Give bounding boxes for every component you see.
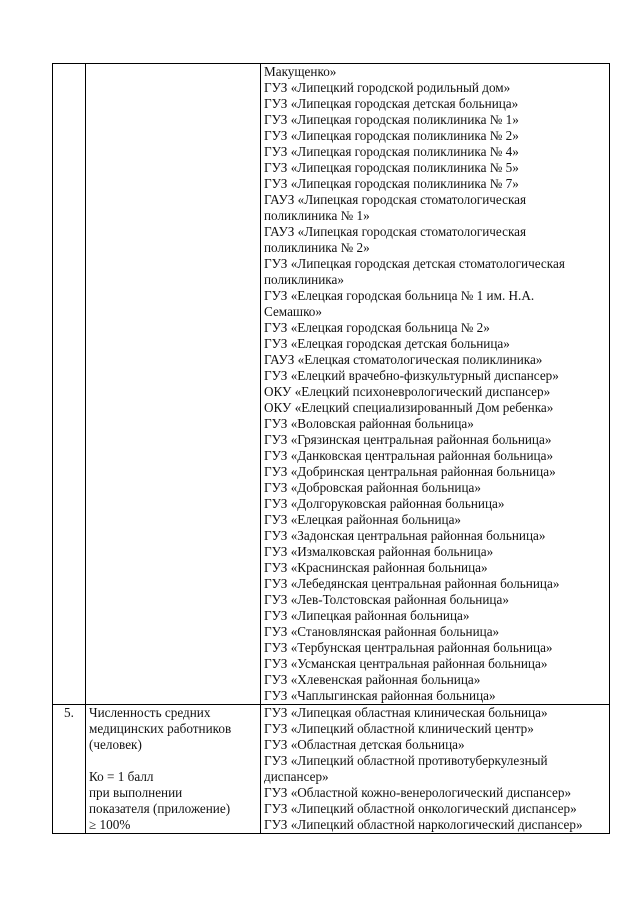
organization-line: ГУЗ «Липецкая городская детская стоматологическая [264,256,565,271]
organization-line: ГУЗ «Измалковская районная больница» [264,544,494,559]
organization-line: ГУЗ «Липецкий областной онкологический диспансер» [264,801,577,816]
organization-list [264,705,609,833]
organization-line: ГАУЗ «Липецкая городская стоматологическая [264,224,527,239]
score-line: ≥ 100% [89,817,131,832]
criterion-line: Численность средних [89,705,211,720]
organization-line: поликлиника» [264,272,344,287]
organization-line: ОКУ «Елецкий психоневрологический диспансер» [264,384,551,399]
organization-line: ГУЗ «Тербунская центральная районная больница» [264,640,553,655]
criterion-line: (человек) [89,737,142,752]
organization-line: диспансер» [264,769,329,784]
organization-line: ГУЗ «Липецкий областной наркологический диспансер» [264,817,583,832]
score-line: при выполнении [89,785,183,800]
criteria-table [52,63,610,834]
organization-line: ГУЗ «Краснинская районная больница» [264,560,488,575]
organization-line: ГУЗ «Областной кожно-венерологический диспансер» [264,785,572,800]
organization-line: ГУЗ «Воловская районная больница» [264,416,474,431]
organization-line: ГУЗ «Усманская центральная районная больница» [264,656,548,671]
organization-line: ГУЗ «Липецкий областной противотуберкулезный [264,753,548,768]
organization-line: ГУЗ «Елецкая городская больница № 2» [264,320,490,335]
organization-line: ГУЗ «Липецкая городская поликлиника № 5» [264,160,519,175]
score-line: Ко = 1 балл [89,769,154,784]
organization-line: ОКУ «Елецкий специализированный Дом ребенка» [264,400,554,415]
organization-line: ГУЗ «Липецкая городская детская больница» [264,96,519,111]
organization-line: ГУЗ «Данковская центральная районная больница» [264,448,554,463]
score-rule [89,769,260,833]
organization-line: ГУЗ «Липецкая городская поликлиника № 4» [264,144,519,159]
organization-line: ГАУЗ «Липецкая городская стоматологическая [264,192,527,207]
organizations-cell [261,705,610,834]
organization-line: Макущенко» [264,64,337,79]
organization-line: ГУЗ «Задонская центральная районная больница» [264,528,546,543]
organization-line: ГУЗ «Липецкая городская поликлиника № 7» [264,176,519,191]
organization-line: поликлиника № 2» [264,240,370,255]
criterion-line: медицинских работников [89,721,232,736]
organization-line: ГУЗ «Грязинская центральная районная больница» [264,432,552,447]
row-number: 5. [53,705,86,834]
organization-line: ГУЗ «Липецкий областной клинический центр» [264,721,534,736]
organization-line: ГУЗ «Елецкая районная больница» [264,512,462,527]
organization-line: ГУЗ «Липецкая городская поликлиника № 1» [264,112,519,127]
organizations-cell [261,64,610,705]
organization-line: ГУЗ «Елецкая городская детская больница» [264,336,510,351]
table-row [53,64,610,705]
organization-line: ГУЗ «Лебедянская центральная районная больница» [264,576,560,591]
organization-line: ГУЗ «Становлянская районная больница» [264,624,500,639]
criterion-title [89,705,260,753]
number-cell [53,64,86,705]
table-row [53,705,610,834]
organization-line: ГУЗ «Долгоруковская районная больница» [264,496,505,511]
organization-line: ГУЗ «Лев-Толстовская районная больница» [264,592,509,607]
criterion-cell [86,64,261,705]
organization-line: ГУЗ «Елецкая городская больница № 1 им. Н.А. [264,288,535,303]
organization-line: ГУЗ «Елецкий врачебно-физкультурный диспансер» [264,368,559,383]
organization-line: ГУЗ «Липецкая областная клиническая больница» [264,705,548,720]
organization-list [264,64,609,704]
criterion-cell [86,705,261,834]
organization-line: поликлиника № 1» [264,208,370,223]
organization-line: ГУЗ «Областная детская больница» [264,737,465,752]
organization-line: ГУЗ «Добровская районная больница» [264,480,481,495]
score-line: показателя (приложение) [89,801,231,816]
organization-line: Семашко» [264,304,322,319]
organization-line: ГУЗ «Добринская центральная районная больница» [264,464,556,479]
organization-line: ГУЗ «Липецкая городская поликлиника № 2» [264,128,519,143]
organization-line: ГУЗ «Хлевенская районная больница» [264,672,481,687]
organization-line: ГУЗ «Липецкий городской родильный дом» [264,80,511,95]
organization-line: ГУЗ «Чаплыгинская районная больница» [264,688,496,703]
organization-line: ГУЗ «Липецкая районная больница» [264,608,470,623]
organization-line: ГАУЗ «Елецкая стоматологическая поликлиника» [264,352,543,367]
